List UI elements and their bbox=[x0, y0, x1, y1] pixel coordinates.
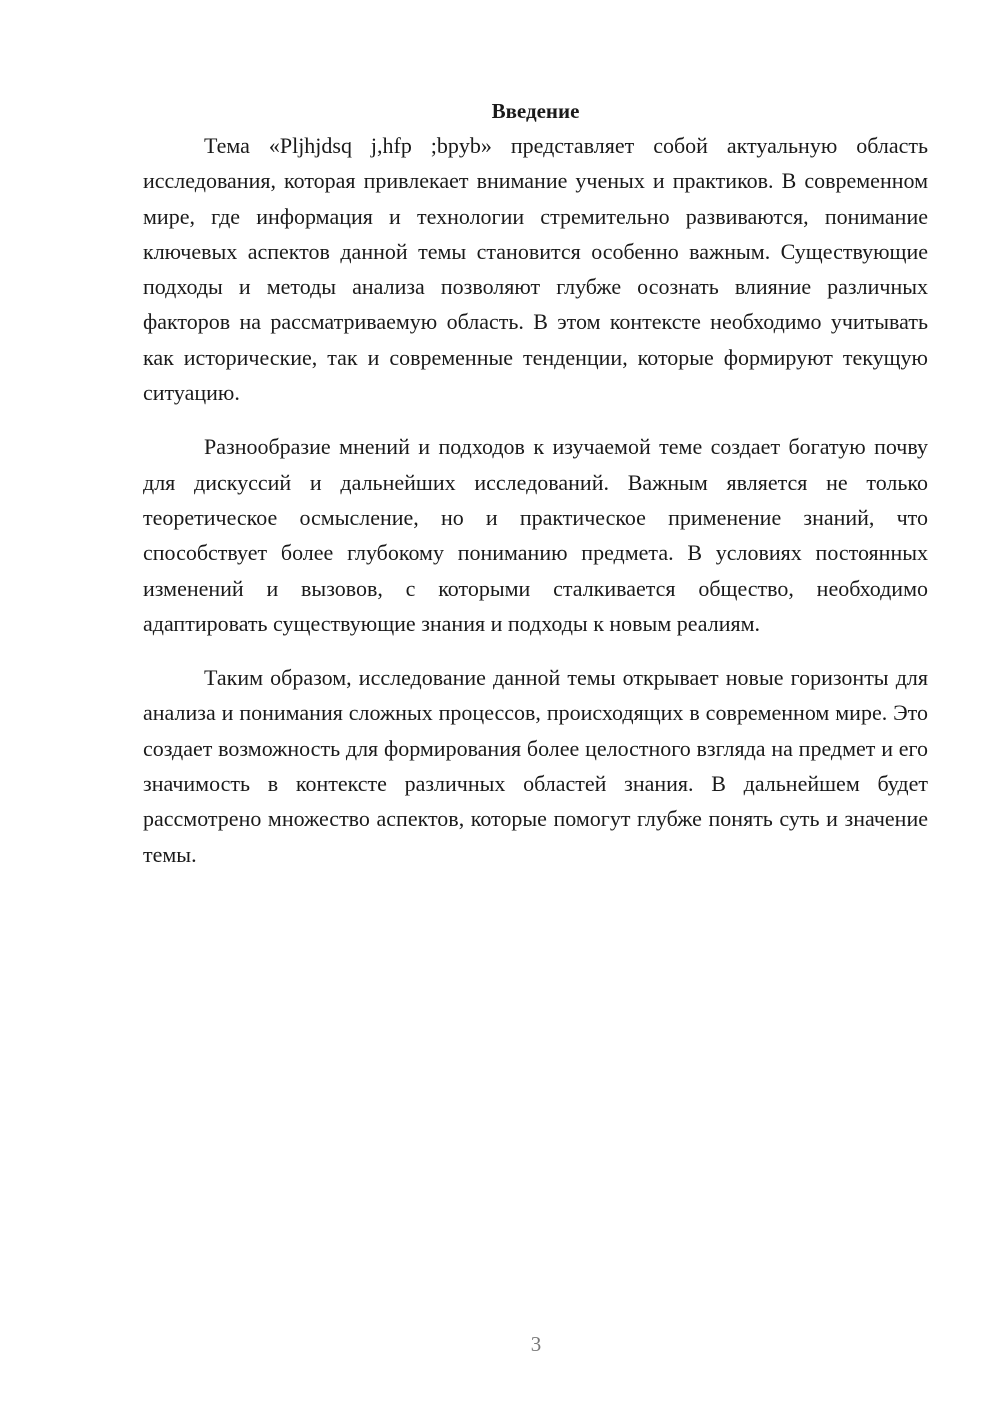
section-heading: Введение bbox=[491, 99, 580, 123]
paragraph-1: Тема «Pljhjdsq j,hfp ;bpyb» представляет собой актуальную область исследования, которая привлекает внимание ученых и практиков. В современном мире, где информация и технологии стремительно развиваются, понимание ключевых аспектов данной темы становится особенно важным. Существующие подходы и методы анализа позволяют глубже осознать влияние различных факторов на рассматриваемую область. В этом контексте необходимо учитывать как исторические, так и современные тенденции, которые формируют текущую ситуацию. bbox=[143, 133, 928, 406]
page-number: 3 bbox=[530, 1332, 542, 1356]
paragraph-3: Таким образом, исследование данной темы открывает новые горизонты для анализа и понимания сложных процессов, происходящих в современном мире. Это создает возможность для формирования более целостного взгляда на предмет и его значимость в контексте различных областей знания. В дальнейшем будет рассмотрено множество аспектов, которые помогут глубже понять суть и значение темы. bbox=[143, 665, 928, 867]
page-content bbox=[143, 96, 928, 872]
paragraph-2: Разнообразие мнений и подходов к изучаемой теме создает богатую почву для дискуссий и дальнейших исследований. Важным является не только теоретическое осмысление, но и практическое применение знаний, что способствует более глубокому пониманию предмета. В условиях постоянных изменений и вызовов, с которыми сталкивается общество, необходимо адаптировать существующие знания и подходы к новым реалиям. bbox=[143, 434, 928, 636]
